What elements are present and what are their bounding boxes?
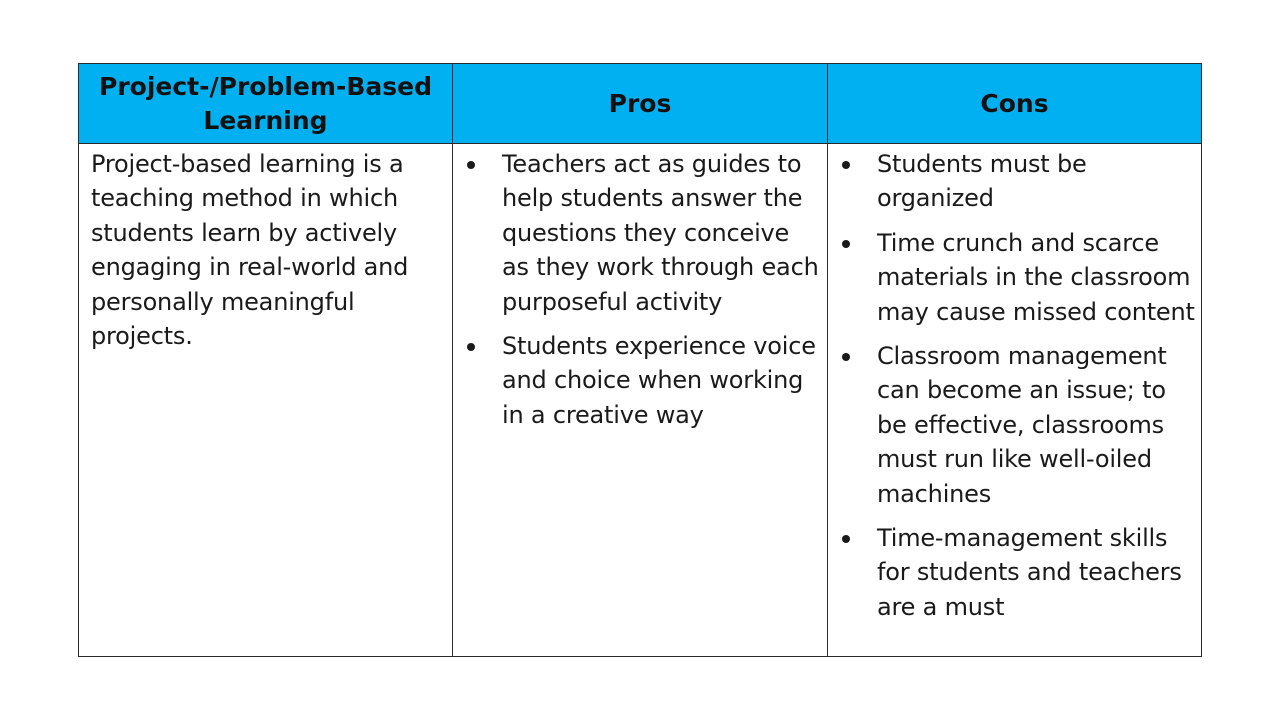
bullet-dot-icon: [842, 353, 850, 361]
bullet-dot-icon: [467, 343, 475, 351]
header-pros: [453, 64, 828, 144]
cons-item-text: Classroom management can become an issue; to be effective, classrooms must run like well-oiled machines: [877, 342, 1167, 508]
header-topic-label: Project-/Problem-Based Learning: [99, 71, 432, 135]
pros-cons-table: [78, 63, 1202, 657]
pros-cell: [453, 144, 828, 656]
list-item: [840, 226, 1195, 329]
list-item: [840, 339, 1195, 511]
pros-item-text: Teachers act as guides to help students answer the questions they conceive as they work through each purposeful activity: [502, 150, 819, 316]
cons-cell: [828, 144, 1201, 656]
header-topic: [79, 64, 453, 144]
list-item: [465, 147, 821, 319]
list-item: [840, 521, 1195, 624]
cons-list: [828, 144, 1201, 624]
cons-item-text: Time crunch and scarce materials in the classroom may cause missed content: [877, 228, 1195, 326]
header-cons-label: Cons: [980, 88, 1049, 118]
cons-item-text: Time-management skills for students and teachers are a must: [877, 524, 1182, 621]
header-pros-label: Pros: [608, 88, 672, 118]
bullet-dot-icon: [467, 161, 475, 169]
pros-item-text: Students experience voice and choice when working in a creative way: [502, 332, 816, 429]
bullet-dot-icon: [842, 240, 850, 248]
definition-text: Project-based learning is a teaching method in which students learn by actively engaging in real-world and personally meaningful projects.: [91, 150, 409, 351]
bullet-dot-icon: [842, 161, 850, 169]
bullet-dot-icon: [842, 535, 850, 543]
cons-item-text: Students must be organized: [877, 150, 1087, 213]
list-item: [840, 147, 1195, 216]
pros-list: [453, 144, 827, 432]
definition-cell: [79, 144, 453, 656]
list-item: [465, 329, 821, 432]
header-cons: [828, 64, 1201, 144]
